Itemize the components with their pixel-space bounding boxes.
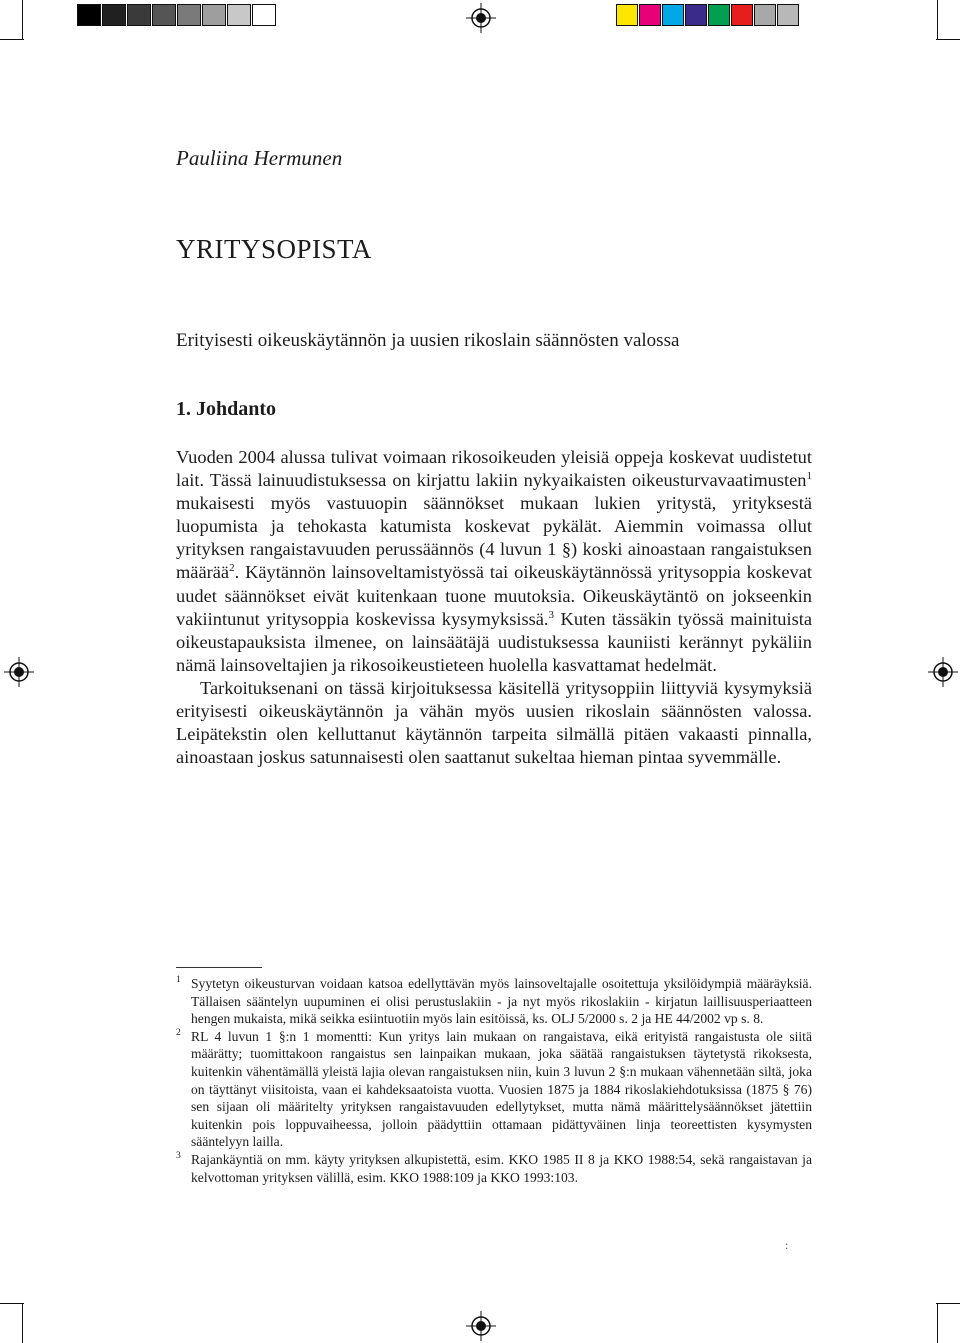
paragraph: Tarkoituksenani on tässä kirjoituksessa käsitellä yritysoppiin liittyviä kysymyksiä erityisesti oikeuskäytännön ja vähän myös uusien rikoslain säännösten valossa. Leipätekstin olen kelluttanut käytännön tarpeita silmällä pitäen vakaasti pinnalla, ainoastaan joskus satunnaisesti olen saattanut sukeltaa hieman pintaa syvemmälle. xyxy=(176,677,812,768)
color-swatch xyxy=(202,4,226,26)
page-number: : xyxy=(785,1238,789,1252)
color-swatch xyxy=(616,4,638,26)
crop-mark xyxy=(937,0,938,40)
footnote-text: Rajankäyntiä on mm. käyty yrityksen alkupistettä, esim. KKO 1985 II 8 ja KKO 1988:54, sekä rangaistavan ja kelvottoman yrityksen välillä, esim. KKO 1988:109 ja KKO 1993:103. xyxy=(191,1151,812,1185)
registration-mark-icon xyxy=(466,1311,496,1341)
registration-mark-icon xyxy=(466,3,496,33)
article-title: YRITYSOPISTA xyxy=(176,234,372,264)
crop-mark xyxy=(936,39,960,40)
footnote xyxy=(176,1151,812,1186)
crop-mark xyxy=(937,1303,938,1343)
text-run: Vuoden 2004 alussa tulivat voimaan rikosoikeuden yleisiä oppeja koskevat uudistetut lait. Tässä lainuudistuksessa on kirjattu lakiin nykyaikaisten oikeusturvavaatimusten xyxy=(176,447,812,491)
footnote xyxy=(176,975,812,1028)
cmyk-color-bar xyxy=(616,4,800,26)
footnote-text: RL 4 luvun 1 §:n 1 momentti: Kun yritys lain mukaan on rangaistava, eikä erityistä rangaistusta ole siitä määrätty; tuomittakoon rangaistus sen lainpaikan mukaan, joka säätää rangaistuksen täytetystä rikoksesta, kuitenkin vähentämällä yleistä lajia olevan rangaistuksen niin, kuin 3 luvun 2 §:n mukaan vähennetään siltä, joka on täyttänyt viisitoista, vaan ei kahdeksaatoista vuotta. Vuosien 1875 ja 1884 rikoslakiehdotuksissa (1875 § 76) sen sijaan oli määritelty yrityksen rangaistavuuden edellytykset, mutta nämä määrittelysäännökset jätettiin kuitenkin pois loppuvaiheessa, jolloin päädyttiin ottamaan pidättyväinen linja teoreettisten kysymysten sääntelyyn lailla. xyxy=(191,1028,812,1150)
crop-mark xyxy=(936,1303,960,1304)
color-swatch xyxy=(662,4,684,26)
author-name: Pauliina Hermunen xyxy=(176,146,343,170)
text-run: . Käytännön lainsoveltamistyössä tai oikeuskäytännössä yritysoppia koskevat uudet säännökset eivät kuitenkaan tuone muutoksia. Oikeuskäytäntö on jokseenkin vakiintunut yritysoppia koskevissa kysymyksissä. xyxy=(176,562,812,629)
footnote-ref[interactable]: 1 xyxy=(806,469,812,482)
color-swatch xyxy=(152,4,176,26)
footnote xyxy=(176,1028,812,1151)
color-swatch xyxy=(252,4,276,26)
registration-mark-icon xyxy=(928,657,958,687)
crop-mark xyxy=(0,39,24,40)
body-text xyxy=(176,446,812,769)
footnote-ref[interactable]: 2 xyxy=(229,562,235,575)
article-subtitle: Erityisesti oikeuskäytännön ja uusien rikoslain säännösten valossa xyxy=(176,330,680,351)
color-swatch xyxy=(731,4,753,26)
color-swatch xyxy=(754,4,776,26)
crop-mark xyxy=(0,1303,24,1304)
grayscale-color-bar xyxy=(77,4,277,26)
text-run: Kuten tässäkin työssä mainituista oikeustapauksista ilmenee, on lainsäätäjä uudistuksessa kauniisti kerännyt pykäliin nämä lainsoveltajien ja rikosoikeustieteen huolella kasvattamat hedelmät. xyxy=(176,608,813,675)
color-swatch xyxy=(177,4,201,26)
footnote-text: Syytetyn oikeusturvan voidaan katsoa edellyttävän myös lainsoveltajalle osoitettuja yksilöidympiä määräyksiä. Tällaisen sääntelyn uupuminen ei olisi perustuslakiin - ja nyt myös rikoslakiin - kirjatun laillisuusperiaatteen hengen mukaista, mikä seikka esiintuotiin myös lain esitöissä, ks. OLJ 5/2000 s. 2 ja HE 44/2002 vp s. 8. xyxy=(191,976,812,1027)
paragraph xyxy=(176,446,812,677)
footnote-separator xyxy=(176,967,262,968)
color-swatch xyxy=(227,4,251,26)
footnotes xyxy=(176,975,812,1186)
color-swatch xyxy=(708,4,730,26)
footnote-ref[interactable]: 3 xyxy=(548,608,555,621)
crop-mark xyxy=(22,0,23,40)
color-swatch xyxy=(685,4,707,26)
color-swatch xyxy=(127,4,151,26)
color-swatch xyxy=(639,4,661,26)
color-swatch xyxy=(102,4,126,26)
footnote-number: 1 xyxy=(176,975,181,985)
crop-mark xyxy=(22,1303,23,1343)
color-swatch xyxy=(777,4,799,26)
footnote-number: 2 xyxy=(176,1027,181,1038)
text-run: mukaisesti myös vastuuopin säännökset mukaan lukien yritystä, yrityksestä luopumista ja tehokasta katumista koskevat pykälät. Aiemmin voimassa ollut yrityksen rangaistavuuden perussäännös (4 luvun 1 §) koski ainoastaan rangaistuksen määrää xyxy=(176,493,812,583)
section-heading: 1. Johdanto xyxy=(176,398,277,420)
footnote-number: 3 xyxy=(176,1150,181,1161)
color-swatch xyxy=(77,4,101,26)
registration-mark-icon xyxy=(4,657,34,687)
